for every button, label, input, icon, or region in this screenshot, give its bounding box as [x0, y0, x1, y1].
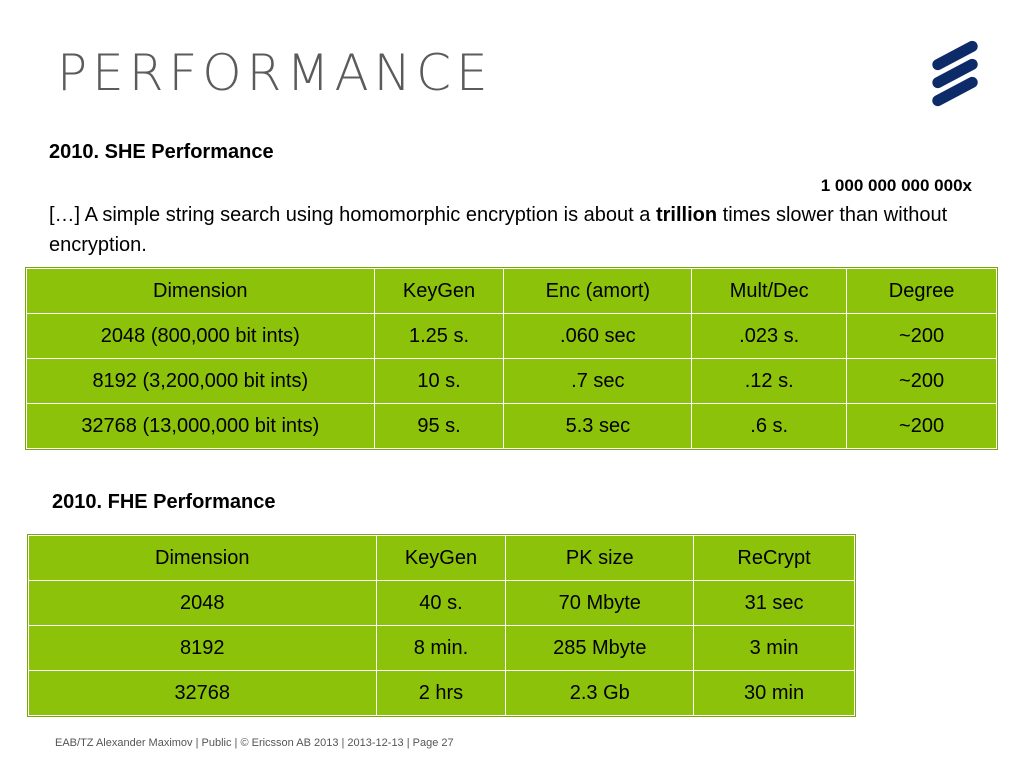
table-cell: 3 min [694, 626, 855, 671]
table-cell: 285 Mbyte [506, 626, 694, 671]
para-text-before: […] A simple string search using homomorphic encryption is about a [49, 204, 656, 226]
table-cell: 1.25 s. [374, 314, 504, 359]
table-cell: 8192 [29, 626, 377, 671]
table-cell: 31 sec [694, 581, 855, 626]
column-header: Degree [847, 269, 997, 314]
table-cell: .12 s. [692, 359, 847, 404]
table-header-row [29, 536, 855, 581]
table-cell: 2048 (800,000 bit ints) [27, 314, 375, 359]
table-cell: 5.3 sec [504, 404, 692, 449]
table-cell: 30 min [694, 671, 855, 716]
column-header: Dimension [27, 269, 375, 314]
column-header: Mult/Dec [692, 269, 847, 314]
column-header: Enc (amort) [504, 269, 692, 314]
table-cell: .6 s. [692, 404, 847, 449]
table-cell: 2 hrs [376, 671, 506, 716]
table-cell: 8192 (3,200,000 bit ints) [27, 359, 375, 404]
table-cell: ~200 [847, 404, 997, 449]
table-row [29, 581, 855, 626]
she-heading: 2010. SHE Performance [49, 141, 274, 163]
column-header: Dimension [29, 536, 377, 581]
table-row [27, 314, 997, 359]
table-cell: .023 s. [692, 314, 847, 359]
she-performance-table [26, 268, 997, 449]
ericsson-logo-icon [928, 38, 982, 108]
column-header: PK size [506, 536, 694, 581]
table-row [29, 671, 855, 716]
trillion-note: 1 000 000 000 000x [820, 176, 972, 195]
table-cell: 95 s. [374, 404, 504, 449]
table-header-row [27, 269, 997, 314]
table-row [27, 359, 997, 404]
column-header: KeyGen [374, 269, 504, 314]
table-cell: .060 sec [504, 314, 692, 359]
table-cell: ~200 [847, 314, 997, 359]
slide-footer: EAB/TZ Alexander Maximov | Public | © Ericsson AB 2013 | 2013-12-13 | Page 27 [55, 737, 454, 749]
table-cell: 70 Mbyte [506, 581, 694, 626]
table-cell: 10 s. [374, 359, 504, 404]
column-header: ReCrypt [694, 536, 855, 581]
table-row [27, 404, 997, 449]
table-cell: 2048 [29, 581, 377, 626]
table-cell: .7 sec [504, 359, 692, 404]
table-row [29, 626, 855, 671]
fhe-heading: 2010. FHE Performance [52, 491, 276, 513]
table-cell: ~200 [847, 359, 997, 404]
slide-title: PERFORMANCE [57, 44, 493, 102]
para-text-after: times slower than without encryption. [49, 204, 948, 256]
table-cell: 32768 (13,000,000 bit ints) [27, 404, 375, 449]
table-cell: 40 s. [376, 581, 506, 626]
para-text-bold: trillion [655, 204, 718, 226]
column-header: KeyGen [376, 536, 506, 581]
fhe-performance-table [28, 535, 855, 716]
table-cell: 8 min. [376, 626, 506, 671]
table-cell: 32768 [29, 671, 377, 716]
she-description [49, 200, 949, 260]
table-cell: 2.3 Gb [506, 671, 694, 716]
